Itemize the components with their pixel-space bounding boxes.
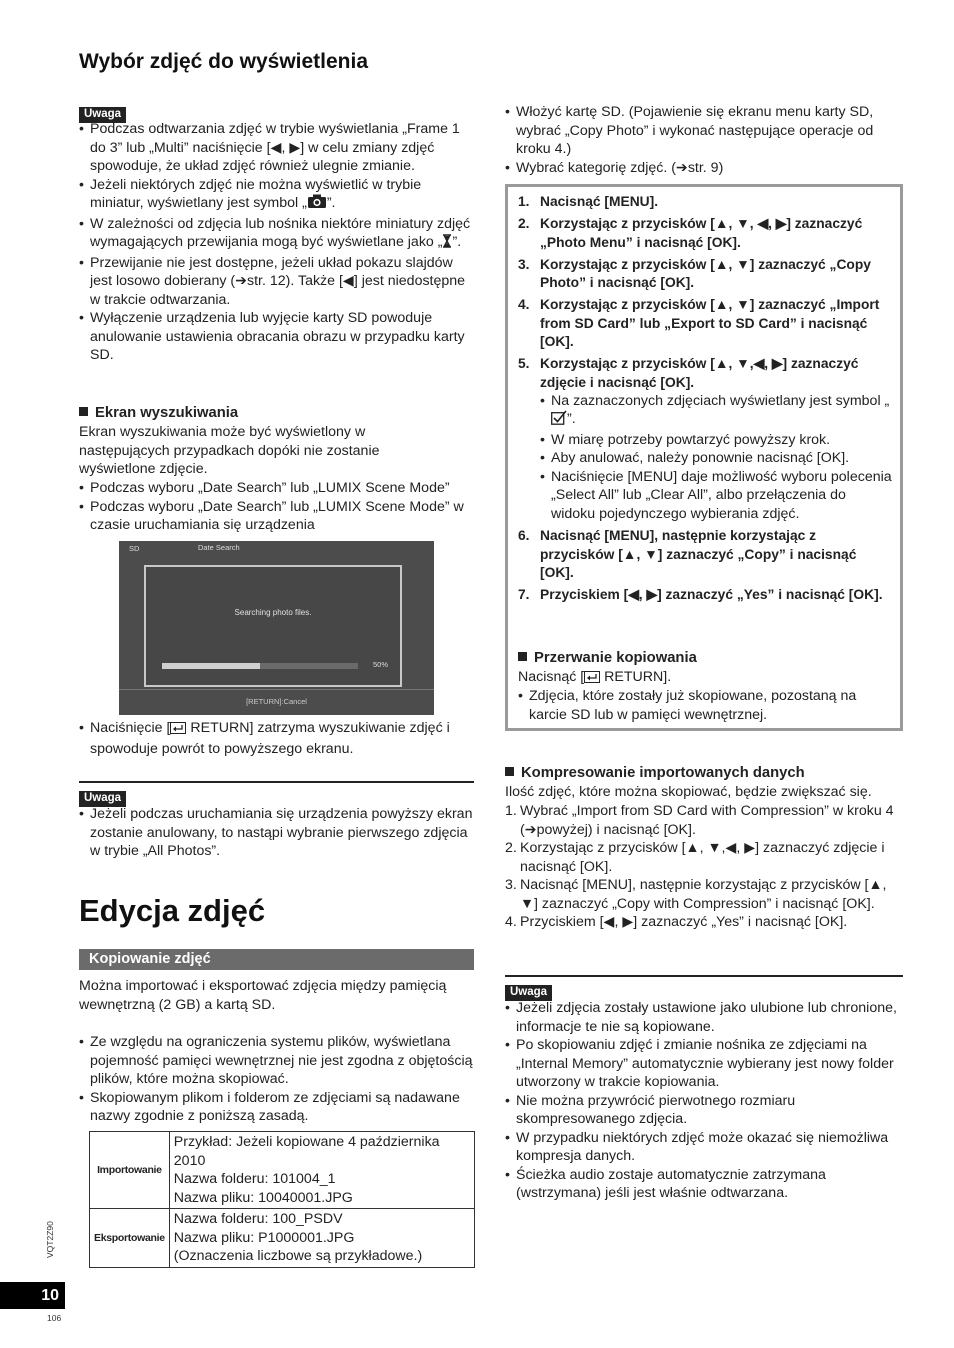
step-item: 1. Wybrać „Import from SD Card with Compression” w kroku 4 (➔powyżej) i nacisnąć [OK].	[505, 803, 894, 838]
note-list	[505, 999, 903, 1203]
list-item: • Ścieżka audio zostaje automatycznie zatrzymana (wstrzymana) jeśli jest właśnie odtwarzana.	[505, 1166, 903, 1203]
search-dialog	[144, 565, 402, 687]
hourglass-icon	[442, 234, 452, 254]
copy-intro: Można importować i eksportować zdjęcia między pamięcią wewnętrzną (2 GB) a kartą SD.	[79, 978, 447, 1013]
note-tag: Uwaga	[505, 982, 552, 1001]
subsection-bar: Kopiowanie zdjęć	[79, 949, 474, 970]
search-message: Searching photo files.	[234, 608, 312, 617]
table-row	[90, 1132, 475, 1209]
table-row	[90, 1209, 475, 1268]
table-value: Nazwa folderu: 100_PSDV Nazwa pliku: P1000001.JPG (Oznaczenia liczbowe są przykładowe.)	[169, 1209, 474, 1268]
progress-bar	[162, 663, 358, 669]
note-tag: Uwaga	[79, 788, 126, 807]
step-item: 2. Korzystając z przycisków [▲, ▼,◀, ▶] zaznaczyć zdjęcie i nacisnąć [OK].	[505, 840, 885, 875]
page-number: 10	[0, 1282, 65, 1309]
compress-intro: Ilość zdjęć, które można skopiować, będzie zwiększać się.	[505, 784, 872, 800]
list-item: • Naciśnięcie [ RETURN] zatrzyma wyszukiwanie zdjęć i spowoduje powrót to powyższego ekranu.	[79, 719, 474, 758]
checkbox-icon	[551, 410, 567, 431]
page-title: Edycja zdjęć	[79, 893, 266, 928]
step-item: 7. Przyciskiem [◀, ▶] zaznaczyć „Yes” i nacisnąć [OK].	[518, 587, 883, 603]
step-item: 3. Nacisnąć [MENU], następnie korzystając z przycisków [▲, ▼] zaznaczyć „Copy with Compression” i nacisnąć [OK].	[505, 877, 887, 912]
list-item: • Naciśnięcie [MENU] daje możliwość wyboru polecenia „Select All” lub „Clear All”, albo przełączenia do widoku pojedynczego wybierania zdjęć.	[540, 468, 892, 524]
note-tag: Uwaga	[79, 104, 126, 123]
list-item: • Przewijanie nie jest dostępne, jeżeli układ pokazu slajdów jest losowo dobierany (➔str. 12). Także [◀] jest niedostępne w trakcie odtwarzania.	[79, 254, 474, 310]
stop-list	[518, 687, 890, 724]
search-list	[79, 479, 474, 535]
step-item: 4. Korzystając z przycisków [▲, ▼] zaznaczyć „Import from SD Card” lub „Export to SD Card” i nacisnąć [OK].	[518, 297, 880, 350]
return-icon	[170, 721, 186, 740]
list-item: • Jeżeli niektórych zdjęć nie można wyświetlić w trybie miniatur, wyświetlany jest symbol „ ”.	[79, 176, 474, 215]
search-heading: Ekran wyszukiwania	[79, 404, 238, 422]
list-item: • W zależności od zdjęcia lub nośnika niektóre miniatury zdjęć wymagających przewijania mogą być wyświetlane jako „ ”.	[79, 215, 474, 254]
steps-list	[518, 193, 892, 609]
note-list	[79, 805, 474, 861]
search-after-list	[79, 719, 474, 758]
search-intro: Ekran wyszukiwania może być wyświetlony w następujących przypadkach dopóki nie zostanie wyświetlone zdjęcie.	[79, 424, 380, 477]
step-item: 6. Nacisnąć [MENU], następnie korzystając z przycisków [▲, ▼] zaznaczyć „Copy” i nacisnąć [OK].	[518, 528, 857, 581]
step-item: 5. Korzystając z przycisków [▲, ▼,◀, ▶] zaznaczyć zdjęcie i nacisnąć [OK]. • Na zaznaczonych zdjęciach wyświetlany jest symbol „”. • W miarę potrzeby powtarzyć powyższy krok. • Aby anulować, należy ponownie nacisnąć [OK]. • Naciśnięcie [MENU] daje możliwość wyboru polecenia „Select All” lub „Clear All”, albo przełączenia do widoku pojedynczego wybierania zdjęć.	[518, 355, 892, 523]
list-item: • Po skopiowaniu zdjęć i zmianie nośnika ze zdjęciami na „Internal Memory” automatycznie wybierany jest nowy folder utworzony w trakcie kopiowania.	[505, 1036, 903, 1092]
table-value: Przykład: Jeżeli kopiowane 4 października 2010 Nazwa folderu: 101004_1 Nazwa pliku: 10040001.JPG	[169, 1132, 474, 1209]
sd-label: SD	[129, 544, 140, 553]
product-code: VQT2Z90	[45, 1221, 55, 1258]
stop-line: Nacisnąć [ RETURN].	[518, 668, 671, 689]
list-item: • Podczas wyboru „Date Search” lub „LUMIX Scene Mode” w czasie uruchamiania się urządzenia	[79, 498, 474, 535]
list-item: • Wybrać kategorię zdjęć. (➔str. 9)	[505, 159, 903, 178]
list-item: • Skopiowanym plikom i folderom ze zdjęciami są nadawane nazwy zgodnie z poniższą zasadą.	[79, 1089, 474, 1126]
list-item: • W przypadku niektórych zdjęć może okazać się niemożliwa kompresja danych.	[505, 1129, 903, 1166]
list-item: • Jeżeli podczas uruchamiania się urządzenia powyższy ekran zostanie anulowany, to nastąpi wybranie pierwszego zdjęcia w trybie „All Photos”.	[79, 805, 474, 861]
return-icon	[584, 670, 600, 689]
list-item: • Włożyć kartę SD. (Pojawienie się ekranu menu karty SD, wybrać „Copy Photo” i wykonać następujące operacje od kroku 4.)	[505, 103, 903, 159]
step-item: 4. Przyciskiem [◀, ▶] zaznaczyć „Yes” i nacisnąć [OK].	[505, 914, 848, 930]
naming-table	[89, 1131, 475, 1268]
step-bullets	[540, 392, 892, 524]
camera-icon	[307, 194, 327, 215]
list-item: • Na zaznaczonych zdjęciach wyświetlany jest symbol „”.	[540, 392, 892, 431]
list-item: • Podczas odtwarzania zdjęć w trybie wyświetlania „Frame 1 do 3” lub „Multi” naciśnięcie [◀, ▶] w celu zmiany zdjęć spowoduje, że układ zdjęć również ulegnie zmianie.	[79, 120, 474, 176]
list-item: • Aby anulować, należy ponownie nacisnąć [OK].	[540, 449, 892, 468]
screen-title: Date Search	[198, 543, 240, 552]
copy-list	[79, 1033, 474, 1126]
list-item: • W miarę potrzeby powtarzyć powyższy krok.	[540, 431, 892, 450]
progress-percent: 50%	[373, 660, 389, 669]
intro-list	[505, 103, 903, 177]
table-key: Importowanie	[90, 1132, 170, 1209]
list-item: • Jeżeli zdjęcia zostały ustawione jako ulubione lub chronione, informacje te nie są kopiowane.	[505, 999, 903, 1036]
step-item: 1. Nacisnąć [MENU].	[518, 194, 659, 209]
compress-steps	[505, 802, 903, 932]
steps-box	[505, 184, 903, 731]
compress-heading: Kompresowanie importowanych danych	[505, 764, 805, 782]
step-item: 3. Korzystając z przycisków [▲, ▼] zaznaczyć „Copy Photo” i nacisnąć [OK].	[518, 256, 871, 291]
note-list	[79, 120, 474, 365]
stop-heading: Przerwanie kopiowania	[518, 649, 697, 667]
step-item: 2. Korzystając z przycisków [▲, ▼, ◀, ▶] zaznaczyć „Photo Menu” i nacisnąć [OK].	[518, 216, 863, 250]
table-key: Eksportowanie	[90, 1209, 170, 1268]
list-item: • Nie można przywrócić pierwotnego rozmiaru skompresowanego zdjęcia.	[505, 1092, 903, 1129]
progress-fill	[162, 663, 260, 669]
list-item: • Wyłączenie urządzenia lub wyjęcie karty SD powoduje anulowanie ustawienia obracania obrazu w przypadku karty SD.	[79, 309, 474, 365]
list-item: • Ze względu na ograniczenia systemu plików, wyświetlana pojemność pamięci wewnętrznej nie jest zgodna z objętością plików, które można skopiować.	[79, 1033, 474, 1089]
section-title: Wybór zdjęć do wyświetlenia	[79, 50, 369, 73]
secondary-page-number: 106	[47, 1313, 62, 1323]
list-item: • Zdjęcia, które zostały już skopiowane, pozostaną na karcie SD lub w pamięci wewnętrznej.	[518, 687, 890, 724]
search-screen	[119, 541, 434, 715]
cancel-hint: [RETURN]:Cancel	[246, 697, 307, 706]
list-item: • Podczas wyboru „Date Search” lub „LUMIX Scene Mode”	[79, 479, 474, 498]
